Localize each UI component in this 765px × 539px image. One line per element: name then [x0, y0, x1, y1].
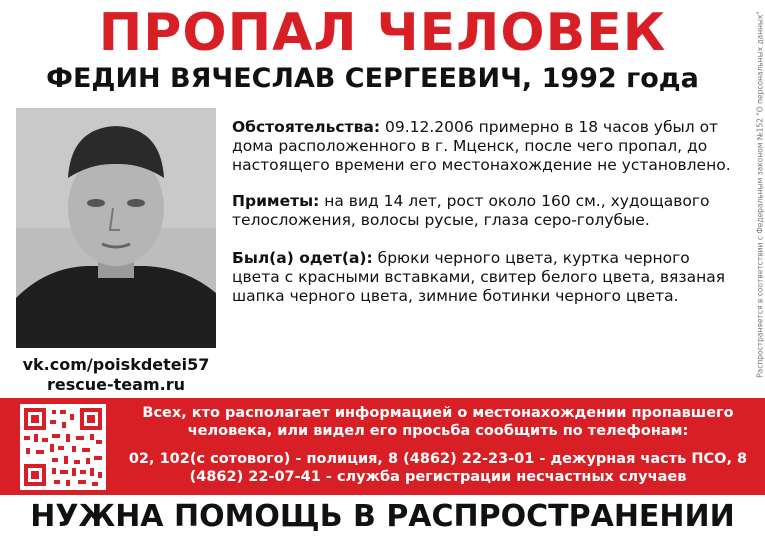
person-photo-icon: [16, 108, 216, 348]
clothes-text: брюки черного цвета, куртка черного цвета с красными вставками, свитер белого цвета, вязаная шапка черного цвета, зимние ботинки черного цвета.: [232, 249, 726, 305]
footer-call-to-action: НУЖНА ПОМОЩЬ В РАСПРОСТРАНЕНИИ: [0, 495, 765, 539]
features-text: на вид 14 лет, рост около 160 см., худощавого телосложения, волосы русые, глаза серо-голубые.: [232, 192, 710, 229]
person-name: ФЕДИН ВЯЧЕСЛАВ СЕРГЕЕВИЧ, 1992 года: [46, 63, 699, 94]
circumstances-text: 09.12.2006 примерно в 18 часов убыл от дома расположенного в г. Мценск, после чего пропал, до настоящего времени его местонахождение не установлено.: [232, 118, 731, 174]
band-phones-text: 02, 102(с сотового) - полиция, 8 (4862) 22-23-01 - дежурная часть ПСО, 8 (4862) 22-07-41 - служба регистрации несчастных случаев: [128, 451, 748, 485]
clothes-paragraph: [232, 249, 742, 306]
features-label: Приметы:: [232, 192, 320, 210]
contact-links: [16, 355, 216, 395]
features-paragraph: [232, 192, 742, 230]
circumstances-paragraph: [232, 118, 742, 175]
legal-side-note-text: Распространяется в соответствии с Федеральным законом №152 "О персональных данных": [755, 11, 765, 378]
vk-link[interactable]: vk.com/poiskdetei57: [22, 355, 210, 374]
site-link[interactable]: rescue-team.ru: [47, 375, 185, 394]
legal-side-note: [757, 5, 765, 385]
circumstances-label: Обстоятельства:: [232, 118, 381, 136]
qr-code-icon[interactable]: [20, 404, 106, 490]
clothes-label: Был(а) одет(а):: [232, 249, 373, 267]
poster-title: ПРОПАЛ ЧЕЛОВЕК: [98, 3, 667, 63]
qr-code-graphic: [20, 404, 106, 490]
band-request-text: Всех, кто располагает информацией о местонахождении пропавшего человека, или видел его просьба сообщить по телефонам:: [142, 405, 734, 439]
photo-silhouette: [16, 108, 216, 348]
